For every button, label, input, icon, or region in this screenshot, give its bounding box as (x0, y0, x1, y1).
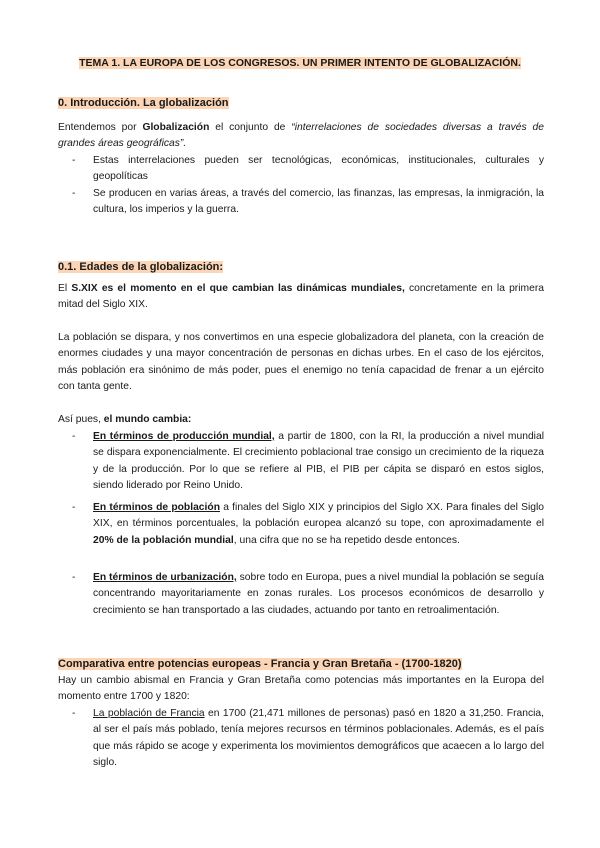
list-item: - La población de Francia en 1700 (21,471 millones de personas) pasó en 1820 a 31,250. Francia, al ser el país más poblado, tenía mejores recursos en términos poblacionales. Además, es el país que más rápido se acoge y experimenta los movimientos demográficos que acaecen a lo largo del siglo. (72, 708, 544, 768)
intro-heading: 0. Introducción. La globalización (58, 97, 229, 109)
edades-paragraph-1: El S.XIX es el momento en el que cambian las dinámicas mundiales, concretamente en la primera mitad del Siglo XIX. (58, 283, 544, 311)
bullet-dash: - (72, 502, 76, 513)
list-item: - En términos de producción mundial, a partir de 1800, con la RI, la producción a nivel mundial se dispara exponencialmente. El crecimiento poblacional trae consigo un crecimiento de la riqueza y de la producción. Por lo que se refiere al PIB, el PIB per cápita se disparó en estos siglos, siendo liderado por Reino Unido. (72, 431, 544, 491)
page-title (0, 57, 600, 69)
bullet-dash: - (72, 188, 76, 199)
page-title-text: TEMA 1. LA EUROPA DE LOS CONGRESOS. UN PRIMER INTENTO DE GLOBALIZACIÓN. (79, 57, 521, 69)
list-item: - En términos de urbanización, sobre todo en Europa, pues a nivel mundial la población se seguía concentrando mayoritariamente en zonas rurales. Los procesos económicos de desarrollo y crecimiento se han transportado a las ciudades, actuando por tanto en retroalimentación. (72, 572, 545, 616)
bullet-dash: - (72, 155, 76, 166)
edades-paragraph-3: Así pues, el mundo cambia: (58, 414, 192, 425)
bullet-dash: - (72, 431, 76, 442)
list-item: - En términos de población a finales del Siglo XIX y principios del Siglo XX. Para finales del Siglo XIX, en términos porcentuales, la población europea alcanzó su tope, con aproximadamente el 20% de la población mundial, una cifra que no se ha repetido desde entonces. (72, 502, 544, 546)
bullet-dash: - (72, 708, 76, 719)
bullet-dash: - (72, 572, 76, 583)
comparativa-heading: Comparativa entre potencias europeas - Francia y Gran Bretaña - (1700-1820) (58, 658, 462, 670)
intro-paragraph: Entendemos por Globalización el conjunto de “interrelaciones de sociedades diversas a través de grandes áreas geográficas”. (58, 122, 545, 150)
comparativa-paragraph: Hay un cambio abismal en Francia y Gran Bretaña como potencias más importantes en la Europa del momento entre 1700 y 1820: (58, 675, 544, 703)
list-item: - Estas interrelaciones pueden ser tecnológicas, económicas, institucionales, culturales y geopolíticas (72, 155, 544, 183)
edades-heading: 0.1. Edades de la globalización: (58, 261, 224, 273)
edades-paragraph-2: La población se dispara, y nos convertimos en una especie globalizadora del planeta, con la creación de enormes ciudades y una mayor concentración de personas en dichas urbes. En el caso de los ejércitos, más población era sinónimo de más poder, pues el enemigo no tenía capacidad de frenar a un ejército con tanta gente. (58, 332, 544, 392)
list-item: - Se producen en varias áreas, a través del comercio, las finanzas, las empresas, la inmigración, la cultura, los imperios y la guerra. (72, 188, 544, 216)
